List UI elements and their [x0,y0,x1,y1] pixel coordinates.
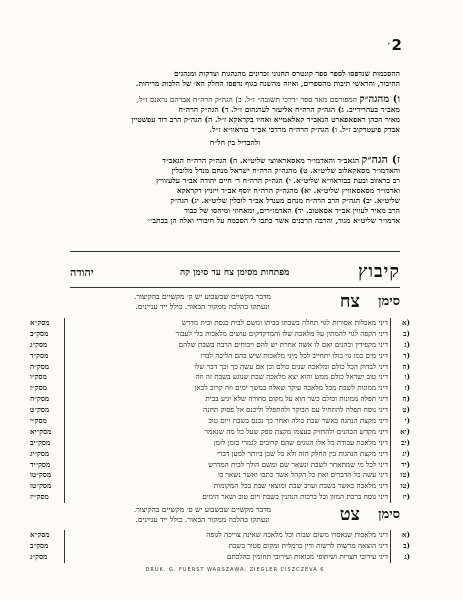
entry-reference: מסק״טו [30,470,52,480]
section-description [75,505,330,525]
entry-letter: יב) [401,437,410,447]
approbation-divider-text: ולהבדיל בין חל״ח [209,138,261,147]
entry-reference: מסק״ד [30,350,49,360]
entry-letter: ז) [404,383,410,393]
section-1-entries [30,318,410,503]
entry-reference: מסק״יג [30,448,50,458]
entry-text: דיני מקדש הכהנים ולהחזיק בעצמו מקצת ספק שעל כל מה שנאמר [204,426,388,436]
entry-text: דיני מלאכת עבודת כל אלו הגונים שהם קרובים לגמרי בזמן לזמן [213,437,388,447]
entry-text: דיני הוצאה מרשות לרשות ודין כרמלית ומקום פטור בשבת [228,540,388,550]
entry-letter: א) [401,530,410,539]
entry-text: דיני נוסח תפלה להתחיל עם הבוקר ולהתפלל וליכנס אל פסוק תחנה [203,405,388,415]
entry-reference: מסק״יז [30,492,49,502]
entry-text: דיני מקפידין וכהנים ואם לו אשה אחרת יש להם ויכוחים הרבה בשבת שלהם [178,339,388,349]
approbation-divider [70,138,400,148]
index-entry [30,492,410,503]
index-entry [30,394,410,405]
index-entry [30,416,410,427]
column-rule [390,530,391,563]
entry-letter: י) [404,416,410,426]
entry-letter: ג) [404,339,410,349]
column-rule [64,318,65,503]
entry-text: דיני מים כמו גוי כולו יתחייב לכל מיני מלאכות שיש בהם הליכה לבדו [200,350,388,360]
index-entry [30,470,410,481]
section-word: סימן [378,294,400,309]
index-entry [30,541,410,552]
intro-paragraph [70,69,400,89]
entry-letter: ח) [402,394,410,404]
entry-reference: מסק״טז [30,481,52,491]
index-entry [30,351,410,362]
entry-letter: ה) [402,361,410,371]
entry-text: דיני לכל מי שמתאחר לשבת ונשאר שם ומשם הולך לבית המדרש [208,459,388,469]
entry-reference: מסק״ט [30,405,50,415]
section-description-line: ונעתקו בהלכה ממקור הבאור. כולל ייד עניינים. [135,515,270,524]
entry-reference: מסק״י [30,416,47,426]
heading-subtitle: מפתחות מסימן צח עד סימן קה [180,268,290,278]
divider-rule [70,251,400,252]
index-entry [30,329,410,340]
entry-text: דיני מאכלות אסורות לגוי תחלה בשבתו בביתו ומשם לבית כנסת ובית מדרש [181,318,388,327]
approbation-line: שליט״א. יב) הגה״ק הרב הרה״ח מנחם מענדל אב״ד לובלין שליט״א. יג) הגה״ק [170,196,400,205]
approbation-list-2 [70,155,400,226]
entry-reference: מסק״א [30,318,50,327]
index-entry [30,340,410,351]
divider-rule [70,287,400,288]
entry-text: דיני מלאכה כאשר בשבת וערב שבת ומוצאי שבת בכל המקומות [213,481,388,491]
entry-letter: יז) [402,492,410,502]
section-description-line: מדבר מקשיים שבשבוע יש ק׳ מקשיים בהקיצור. [133,292,272,301]
entry-reference: מסק״ח [30,394,50,404]
approbation-line: הגאב״ד והאדמו״ר מאסאראווצי שליט״א. ח) הגה״ק הרה״ח הגאב״ד [162,156,360,165]
approbation-2-label: ז) הגה״ק [361,155,400,166]
index-entry [30,460,410,471]
entry-letter: טז) [400,481,410,491]
approbation-line: המפורסם מאד ספר ״דרכי תשובה״ ז״ל. ב) הגה״ק הרה״ח אברהם נראנס ז״ל, [136,95,357,104]
entry-letter: ג) [404,551,410,561]
entry-text: דיני ממונות לשבת מכל מלאכה עיקר שאלה במשך ימים וזה קרוב לכאן [194,383,388,393]
entry-reference: מסק״ג [30,551,48,561]
section-word: סימן [378,507,400,522]
entry-reference: מסק״יד [30,459,51,469]
approbation-list-1 [70,95,400,135]
index-entry [30,530,410,541]
index-entry [30,405,410,416]
entry-text: דיני הקפה לגוי להמתין על מלאכה שלו והמדקדקים עושים מלאכות בלי לעבור [175,328,388,338]
index-entry [30,372,410,383]
entry-reference: מסק״יא [30,426,52,436]
section-number: צט [339,504,360,525]
index-entry [30,449,410,460]
entry-text: דיני לבדוק הכל כולם ומלאכה שנים כולם וכן אם עשה כך וכך דבר שלו [194,361,388,371]
entry-letter: ו) [404,372,410,382]
entry-letter: טו) [400,470,410,480]
section-2-entries [30,530,410,563]
approbation-line: הרב מאיר לעווין אב״ד אסאטוב. יד) האדמו״רים, ומאחוזי ומיחסו של כבוד [184,206,400,215]
section-2-header [70,504,400,530]
index-heading [70,261,400,283]
entry-letter: יד) [401,459,410,469]
column-rule [64,530,65,563]
entry-reference: מסק״ב [30,328,49,338]
section-1-header [70,291,400,317]
intro-line: החיבור, והראשי תיבות מהספרים, ואיזה מהשנה בגוף נדפסו החלק הא׳ של הלכות מריחות. [135,79,400,88]
heading-title: קיבוץ [357,261,400,282]
entry-text: דיני נוסח ברכת המזון וכל ברכות הנהנין בשבת ויום טוב ושאר הימים [202,492,388,502]
entry-reference: מסק״יב [30,437,51,447]
entry-text: דיני עירובי חצרות ושיתופי מבואות ועירובי תחומין כהלכתם [226,551,388,561]
approbation-line: רב בראזוב ובעת בבוראוו״א שליט״א. י) הגה״ק הרה״ח ר׳ חיים יהודה אב״ד עלעזוויץ [156,176,400,185]
entry-text: דיני עשה כל הדברים ואת כל הקהל אשר כתבו ואשר נשאר בו [217,470,388,480]
section-description-line: ונעתקו בהלכה ממקור הבאור. כולל ייד עניינים. [135,302,270,311]
entry-text: דיני מקצת הנהגה כאשר שבת כולה ואחר כך נכנס בשבת ויום טוב [208,416,388,426]
index-entry [30,552,410,563]
index-entry [30,362,410,373]
index-entry [30,481,410,492]
index-entry [30,318,410,329]
entry-text: דיני תפלה ממונות וכולם כשר הוא על מקום סחורה שלא יגיע בבית [205,394,388,404]
intro-line: ההסכמות שנדפסו לספר ספר קונטרס תחנוני זכרונים מהנהגות וצדקות ומנהגים [174,69,400,78]
approbation-1-label: ו) מהגה״ק [359,95,400,105]
entry-letter: א) [401,318,410,327]
page-number: ´2 [386,36,402,54]
section-number: צח [339,291,360,312]
entry-reference: מסק״א [30,530,50,539]
approbation-line: מאב״ד בעהרידייב. ג) הגה״ק הרה״ח אליעזר לערנהום ז״ל. ד) הגה״ק הרה״ח [178,105,400,114]
approbation-line: אבדק פיעטרקוב ז״ל. ו) הגה״ק הרה״ח מרדכי אב״ד בוראוו״א ז״ל. [209,125,400,134]
entry-letter: ב) [403,540,410,550]
entry-letter: ד) [403,350,410,360]
entry-text: דיני מקצת הנהגות בין החלק הזה ולא כל שכן ביותר למען דברי [217,448,388,458]
entry-text: דיני טוב ישראל כולם ממש והוא יצא מלאכה שבת שנוגע בשבת זה וזה [195,372,388,382]
entry-reference: מסק״ה [30,361,50,371]
index-entry [30,438,410,449]
approbation-line: והאדמו״ר מסאקאלוב שליט״א. ט) מהגה״ק הרה״ח ישראל מנחם מנדל מלובלין [171,166,400,175]
entry-letter: יא) [400,426,410,436]
entry-reference: מסק״ב [30,540,49,550]
entry-letter: ט) [402,405,410,415]
entry-reference: מסק״ג [30,339,48,349]
section-description-line: מדבר מקשיים שבשבוע יש ס׳ מקשיים בהקיצור. [133,505,272,514]
entry-letter: יג) [402,448,410,458]
approbation-line: ואדמו״ר מסאסאוויץ שליט״א. יא) מהגה״ק הרה״ח יוסף אב״ד ויזניץ דקראקא [176,186,400,195]
entry-reference: מסק״ז [30,383,47,393]
column-rule [390,318,391,503]
index-entry [30,427,410,438]
entry-text: דיני מלאכות שנאסרו משום שבות וכל מלאכה שאינה צריכה לגופה [206,530,388,539]
section-description [75,292,330,312]
heading-author: יהודה [70,266,94,279]
entry-letter: ב) [403,328,410,338]
entry-reference: מסק״ו [30,372,47,382]
printer-imprint: DRUK. G. FUERST WARSZAWA, ZIEGLER CISZCZEVA 6 [145,567,325,573]
approbation-line: אדמו״ר שליט״א מגור, והרבה הרבנים אשר כתבו לי הסכמה על חיבורי ואלה הן בכתב׳׳׳ [147,216,400,225]
approbation-line: מאיר הכהן ראפאפארט הגאב״ד קאלאמייא ואחיו בקראקא ז״ל. ה) הגה״ק הרב דוד עפשטיין [131,115,400,124]
index-entry [30,383,410,394]
